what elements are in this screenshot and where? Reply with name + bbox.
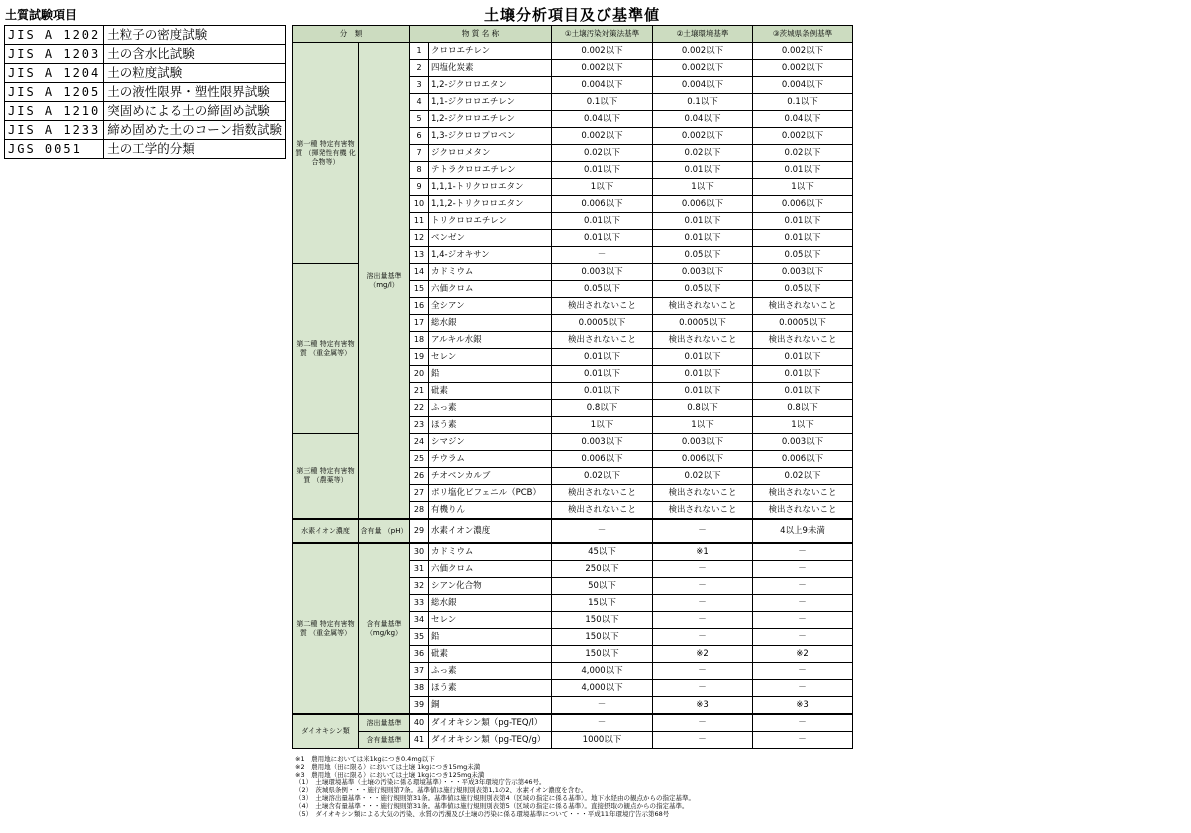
std3-value: 0.01以下 [753, 383, 853, 400]
std2-value: － [653, 519, 753, 543]
test-code: JIS A 1205 [5, 83, 104, 102]
substance-name: 砒素 [429, 646, 552, 663]
subcategory-cell: 含有量基準 [359, 732, 410, 749]
subcategory-cell: 含有量 （pH） [359, 519, 410, 543]
substance-name: ダイオキシン類（pg-TEQ/g） [429, 732, 552, 749]
row-number: 25 [410, 451, 429, 468]
soil-test-row [5, 102, 286, 121]
header-substance: 物 質 名 称 [410, 26, 552, 43]
std2-value: 0.01以下 [653, 366, 753, 383]
std2-value: ※3 [653, 697, 753, 715]
substance-name: ほう素 [429, 680, 552, 697]
footnote: ※2 農用地（田に限る）においては土壌 1kgにつき15mg未満 [295, 762, 481, 771]
row-number: 41 [410, 732, 429, 749]
std2-value: 0.01以下 [653, 230, 753, 247]
std1-value: 検出されないこと [552, 485, 653, 502]
footnote: ※3 農用地（田に限る）においては土壌 1kgにつき125mg未満 [295, 770, 485, 779]
std3-value: － [753, 629, 853, 646]
std3-value: － [753, 595, 853, 612]
std1-value: － [552, 714, 653, 732]
row-number: 9 [410, 179, 429, 196]
header-std1: ①土壌汚染対策法基準 [552, 26, 653, 43]
std2-value: 検出されないこと [653, 485, 753, 502]
header-std3: ③茨城県条例基準 [753, 26, 853, 43]
category-cell: 第三種 特定有害物質 （農薬等） [293, 434, 359, 520]
std1-value: 0.02以下 [552, 145, 653, 162]
test-name: 土の粒度試験 [104, 64, 286, 83]
std1-value: 0.8以下 [552, 400, 653, 417]
substance-name: セレン [429, 612, 552, 629]
row-number: 26 [410, 468, 429, 485]
std2-value: 検出されないこと [653, 298, 753, 315]
test-code: JIS A 1210 [5, 102, 104, 121]
std2-value: 0.006以下 [653, 451, 753, 468]
table-row [293, 714, 853, 732]
row-number: 22 [410, 400, 429, 417]
std3-value: 0.05以下 [753, 247, 853, 264]
std2-value: 0.01以下 [653, 162, 753, 179]
substance-name: ふっ素 [429, 663, 552, 680]
substance-name: ジクロロメタン [429, 145, 552, 162]
std3-value: － [753, 714, 853, 732]
std3-value: 0.05以下 [753, 281, 853, 298]
std2-value: 0.01以下 [653, 383, 753, 400]
std3-value: 0.1以下 [753, 94, 853, 111]
row-number: 5 [410, 111, 429, 128]
row-number: 39 [410, 697, 429, 715]
std3-value: ※3 [753, 697, 853, 715]
std2-value: 0.006以下 [653, 196, 753, 213]
std2-value: 検出されないこと [653, 502, 753, 520]
std3-value: － [753, 561, 853, 578]
row-number: 21 [410, 383, 429, 400]
substance-name: 有機りん [429, 502, 552, 520]
table-row [293, 43, 853, 60]
soil-test-row [5, 121, 286, 140]
test-name: 土粒子の密度試験 [104, 26, 286, 45]
row-number: 38 [410, 680, 429, 697]
std1-value: 1以下 [552, 417, 653, 434]
std3-value: － [753, 663, 853, 680]
std3-value: 0.006以下 [753, 196, 853, 213]
substance-name: ダイオキシン類（pg-TEQ/l） [429, 714, 552, 732]
substance-name: 総水銀 [429, 595, 552, 612]
row-number: 1 [410, 43, 429, 60]
std3-value: 0.003以下 [753, 434, 853, 451]
std1-value: 250以下 [552, 561, 653, 578]
row-number: 27 [410, 485, 429, 502]
category-cell: 第二種 特定有害物質 （重金属等） [293, 264, 359, 434]
soil-test-row [5, 64, 286, 83]
substance-name: ふっ素 [429, 400, 552, 417]
std3-value: 検出されないこと [753, 298, 853, 315]
std1-value: 検出されないこと [552, 332, 653, 349]
substance-name: シマジン [429, 434, 552, 451]
row-number: 33 [410, 595, 429, 612]
row-number: 14 [410, 264, 429, 281]
std1-value: 0.01以下 [552, 230, 653, 247]
substance-name: 1,2-ジクロロエチレン [429, 111, 552, 128]
std1-value: 150以下 [552, 629, 653, 646]
row-number: 19 [410, 349, 429, 366]
substance-name: シアン化合物 [429, 578, 552, 595]
footnote: ※1 農用地においては米1kgにつき0.4mg以下 [295, 755, 435, 763]
substance-name: チオベンカルブ [429, 468, 552, 485]
test-code: JGS 0051 [5, 140, 104, 159]
row-number: 7 [410, 145, 429, 162]
row-number: 28 [410, 502, 429, 520]
test-code: JIS A 1233 [5, 121, 104, 140]
std3-value: 0.02以下 [753, 145, 853, 162]
std3-value: 0.02以下 [753, 468, 853, 485]
substance-name: アルキル水銀 [429, 332, 552, 349]
row-number: 17 [410, 315, 429, 332]
std1-value: 0.0005以下 [552, 315, 653, 332]
std1-value: 150以下 [552, 646, 653, 663]
test-name: 突固めによる土の締固め試験 [104, 102, 286, 121]
substance-name: 四塩化炭素 [429, 60, 552, 77]
std3-value: 0.01以下 [753, 213, 853, 230]
table-row [293, 519, 853, 543]
std2-value: 0.02以下 [653, 468, 753, 485]
std3-value: 0.01以下 [753, 230, 853, 247]
row-number: 37 [410, 663, 429, 680]
substance-name: 総水銀 [429, 315, 552, 332]
std1-value: 0.01以下 [552, 213, 653, 230]
category-cell: ダイオキシン類 [293, 714, 359, 749]
row-number: 2 [410, 60, 429, 77]
std2-value: 1以下 [653, 179, 753, 196]
std3-value: 0.002以下 [753, 128, 853, 145]
std2-value: 0.0005以下 [653, 315, 753, 332]
category-cell: 第一種 特定有害物質 （揮発性有機 化合物等） [293, 43, 359, 264]
std1-value: 4,000以下 [552, 663, 653, 680]
std2-value: － [653, 629, 753, 646]
subcategory-cell: 溶出量基準 [359, 714, 410, 732]
std3-value: 検出されないこと [753, 332, 853, 349]
std2-value: 1以下 [653, 417, 753, 434]
std2-value: － [653, 714, 753, 732]
std1-value: 0.004以下 [552, 77, 653, 94]
std3-value: － [753, 732, 853, 749]
std1-value: 4,000以下 [552, 680, 653, 697]
subcategory-cell: 含有量基準 （mg/kg） [359, 543, 410, 714]
std2-value: 0.05以下 [653, 281, 753, 298]
row-number: 23 [410, 417, 429, 434]
std1-value: － [552, 697, 653, 715]
std2-value: 0.003以下 [653, 434, 753, 451]
substance-name: クロロエチレン [429, 43, 552, 60]
std3-value: － [753, 578, 853, 595]
std1-value: 0.003以下 [552, 434, 653, 451]
std2-value: 0.004以下 [653, 77, 753, 94]
std3-value: － [753, 680, 853, 697]
substance-name: 1,1-ジクロロエチレン [429, 94, 552, 111]
row-number: 36 [410, 646, 429, 663]
soil-test-row [5, 26, 286, 45]
std3-value: 0.004以下 [753, 77, 853, 94]
row-number: 3 [410, 77, 429, 94]
substance-name: 鉛 [429, 366, 552, 383]
substance-name: 砒素 [429, 383, 552, 400]
std3-value: 検出されないこと [753, 485, 853, 502]
std3-value: ※2 [753, 646, 853, 663]
std1-value: 0.02以下 [552, 468, 653, 485]
substance-name: 六価クロム [429, 281, 552, 298]
substance-name: カドミウム [429, 264, 552, 281]
substance-name: 鉛 [429, 629, 552, 646]
footnote: （4） 土壌含有量基準・・・施行規則第31条。基準値は施行規則別表第5（区域の指定に係る基準）。直接摂取の観点からの指定基準。 [295, 801, 689, 810]
row-number: 11 [410, 213, 429, 230]
std1-value: 検出されないこと [552, 298, 653, 315]
std3-value: 0.04以下 [753, 111, 853, 128]
std2-value: 0.8以下 [653, 400, 753, 417]
analysis-table [292, 25, 853, 749]
std2-value: 0.003以下 [653, 264, 753, 281]
row-number: 35 [410, 629, 429, 646]
std1-value: 0.006以下 [552, 196, 653, 213]
row-number: 32 [410, 578, 429, 595]
test-code: JIS A 1202 [5, 26, 104, 45]
std1-value: 0.003以下 [552, 264, 653, 281]
std3-value: 0.8以下 [753, 400, 853, 417]
row-number: 30 [410, 543, 429, 561]
footnote: （3） 土壌溶出量基準・・・施行規則第31条。基準値は施行規則別表第4（区域の指定に係る基準）。地下水経由の観点からの指定基準。 [295, 793, 696, 802]
row-number: 13 [410, 247, 429, 264]
row-number: 12 [410, 230, 429, 247]
substance-name: ベンゼン [429, 230, 552, 247]
std3-value: 0.003以下 [753, 264, 853, 281]
test-name: 締め固めた土のコーン指数試験 [104, 121, 286, 140]
row-number: 16 [410, 298, 429, 315]
soil-tests-title: 土質試験項目 [5, 8, 78, 22]
test-name: 土の工学的分類 [104, 140, 286, 159]
std3-value: 0.002以下 [753, 60, 853, 77]
footnote: （5） ダイオキシン類による大気の汚染、水質の汚濁及び土壌の汚染に係る環境基準について・・・平成11年環境庁告示第68号 [295, 809, 670, 818]
std1-value: － [552, 519, 653, 543]
substance-name: 水素イオン濃度 [429, 519, 552, 543]
soil-test-row [5, 83, 286, 102]
std3-value: 4以上9未満 [753, 519, 853, 543]
std1-value: 0.01以下 [552, 162, 653, 179]
std3-value: 0.01以下 [753, 162, 853, 179]
std3-value: 検出されないこと [753, 502, 853, 520]
std1-value: 0.006以下 [552, 451, 653, 468]
test-name: 土の液性限界・塑性限界試験 [104, 83, 286, 102]
header-std2: ②土壌環境基準 [653, 26, 753, 43]
category-cell: 水素イオン濃度 [293, 519, 359, 543]
soil-test-row [5, 45, 286, 64]
std2-value: 0.01以下 [653, 349, 753, 366]
substance-name: カドミウム [429, 543, 552, 561]
std1-value: 50以下 [552, 578, 653, 595]
std2-value: 0.05以下 [653, 247, 753, 264]
row-number: 20 [410, 366, 429, 383]
row-number: 6 [410, 128, 429, 145]
footnote: （2） 茨城県条例・・・施行規則第7条。基準値は施行規則別表第1,1の2、水素イオン濃度を含む。 [295, 786, 588, 795]
std3-value: 0.01以下 [753, 366, 853, 383]
std2-value: 0.01以下 [653, 213, 753, 230]
std2-value: － [653, 595, 753, 612]
row-number: 8 [410, 162, 429, 179]
substance-name: 1,1,2-トリクロロエタン [429, 196, 552, 213]
table-row [293, 543, 853, 561]
substance-name: 六価クロム [429, 561, 552, 578]
substance-name: 全シアン [429, 298, 552, 315]
test-code: JIS A 1203 [5, 45, 104, 64]
std2-value: 0.02以下 [653, 145, 753, 162]
footnotes [295, 756, 895, 818]
std2-value: 0.002以下 [653, 128, 753, 145]
row-number: 10 [410, 196, 429, 213]
std1-value: － [552, 247, 653, 264]
std2-value: － [653, 680, 753, 697]
footnote: （1） 土壌環境基準（土壌の汚染に係る環境基準）・・・平成3年環境庁告示第46号。 [295, 778, 546, 787]
std3-value: － [753, 543, 853, 561]
substance-name: チウラム [429, 451, 552, 468]
substance-name: 銅 [429, 697, 552, 715]
substance-name: ポリ塩化ビフェニル（PCB） [429, 485, 552, 502]
table-row [293, 732, 853, 749]
analysis-title: 土壌分析項目及び基準値 [483, 6, 660, 24]
std3-value: 1以下 [753, 417, 853, 434]
substance-name: テトラクロロエチレン [429, 162, 552, 179]
std1-value: 45以下 [552, 543, 653, 561]
std1-value: 1000以下 [552, 732, 653, 749]
std2-value: 0.04以下 [653, 111, 753, 128]
std2-value: － [653, 663, 753, 680]
substance-name: ほう素 [429, 417, 552, 434]
std2-value: 0.1以下 [653, 94, 753, 111]
substance-name: トリクロロエチレン [429, 213, 552, 230]
std1-value: 検出されないこと [552, 502, 653, 520]
std3-value: 0.01以下 [753, 349, 853, 366]
substance-name: 1,2-ジクロロエタン [429, 77, 552, 94]
subcategory-cell: 溶出量基準 （mg/l） [359, 43, 410, 520]
std1-value: 0.1以下 [552, 94, 653, 111]
std2-value: 0.002以下 [653, 43, 753, 60]
substance-name: 1,1,1-トリクロロエタン [429, 179, 552, 196]
soil-tests-table [4, 25, 286, 159]
std1-value: 0.002以下 [552, 128, 653, 145]
std3-value: － [753, 612, 853, 629]
std1-value: 1以下 [552, 179, 653, 196]
std2-value: 検出されないこと [653, 332, 753, 349]
std3-value: 0.006以下 [753, 451, 853, 468]
header-row [293, 26, 853, 43]
row-number: 29 [410, 519, 429, 543]
row-number: 34 [410, 612, 429, 629]
soil-test-row [5, 140, 286, 159]
std2-value: ※2 [653, 646, 753, 663]
std1-value: 0.01以下 [552, 349, 653, 366]
row-number: 40 [410, 714, 429, 732]
std3-value: 0.002以下 [753, 43, 853, 60]
test-code: JIS A 1204 [5, 64, 104, 83]
std2-value: ※1 [653, 543, 753, 561]
row-number: 15 [410, 281, 429, 298]
std3-value: 0.0005以下 [753, 315, 853, 332]
std1-value: 0.002以下 [552, 60, 653, 77]
substance-name: セレン [429, 349, 552, 366]
row-number: 31 [410, 561, 429, 578]
std3-value: 1以下 [753, 179, 853, 196]
std2-value: － [653, 578, 753, 595]
substance-name: 1,4-ジオキサン [429, 247, 552, 264]
substance-name: 1,3-ジクロロプロペン [429, 128, 552, 145]
row-number: 4 [410, 94, 429, 111]
std1-value: 0.01以下 [552, 383, 653, 400]
test-name: 土の含水比試験 [104, 45, 286, 64]
header-category: 分 類 [293, 26, 410, 43]
std2-value: － [653, 732, 753, 749]
std1-value: 0.05以下 [552, 281, 653, 298]
row-number: 18 [410, 332, 429, 349]
std1-value: 0.04以下 [552, 111, 653, 128]
category-cell: 第二種 特定有害物質 （重金属等） [293, 543, 359, 714]
std1-value: 150以下 [552, 612, 653, 629]
std2-value: 0.002以下 [653, 60, 753, 77]
std2-value: － [653, 561, 753, 578]
std2-value: － [653, 612, 753, 629]
std1-value: 0.01以下 [552, 366, 653, 383]
std1-value: 15以下 [552, 595, 653, 612]
row-number: 24 [410, 434, 429, 451]
std1-value: 0.002以下 [552, 43, 653, 60]
